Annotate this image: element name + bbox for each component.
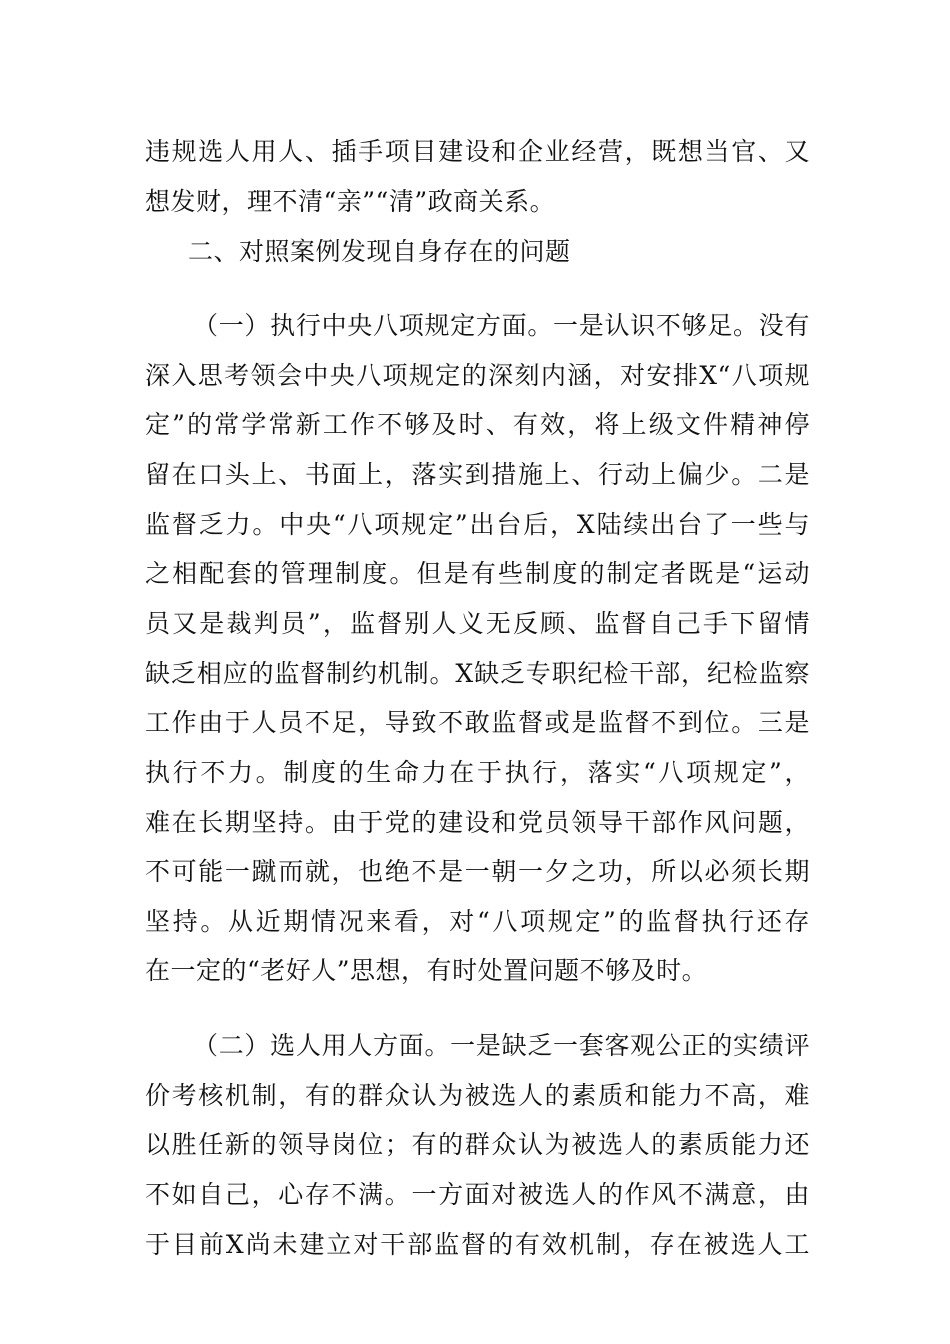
- body-line: 于目前X尚未建立对干部监督的有效机制，存在被选人工: [145, 1230, 810, 1259]
- body-line: 坚持。从近期情况来看，对“八项规定”的监督执行还存: [145, 907, 810, 936]
- body-line: 不如自己，心存不满。一方面对被选人的作风不满意，由: [145, 1180, 810, 1209]
- body-line: 定”的常学常新工作不够及时、有效，将上级文件精神停: [145, 410, 810, 439]
- body-line: 员又是裁判员”，监督别人义无反顾、监督自己手下留情: [145, 609, 810, 638]
- body-line: 违规选人用人、插手项目建设和企业经营，既想当官、又: [145, 137, 810, 166]
- body-line: 监督乏力。中央“八项规定”出台后，X陆续出台了一些与: [145, 510, 810, 539]
- body-line: 价考核机制，有的群众认为被选人的素质和能力不高，难: [145, 1081, 810, 1110]
- subsection-first-line: （一）执行中央八项规定方面。一是认识不够足。没有: [193, 311, 810, 340]
- body-line: 留在口头上、书面上，落实到措施上、行动上偏少。二是: [145, 460, 810, 489]
- body-line: 工作由于人员不足，导致不敢监督或是监督不到位。三是: [145, 708, 810, 737]
- body-line: 执行不力。制度的生命力在于执行，落实“八项规定”，: [145, 758, 810, 787]
- section-heading: 二、对照案例发现自身存在的问题: [188, 237, 571, 266]
- body-line: 难在长期坚持。由于党的建设和党员领导干部作风问题，: [145, 808, 810, 837]
- body-line: 深入思考领会中央八项规定的深刻内涵，对安排X“八项规: [145, 361, 810, 390]
- subsection-first-line: （二）选人用人方面。一是缺乏一套客观公正的实绩评: [193, 1031, 810, 1060]
- body-line: 以胜任新的领导岗位；有的群众认为被选人的素质能力还: [145, 1130, 810, 1159]
- body-line: 不可能一蹴而就，也绝不是一朝一夕之功，所以必须长期: [145, 857, 810, 886]
- body-line: 之相配套的管理制度。但是有些制度的制定者既是“运动: [145, 559, 810, 588]
- body-line: 缺乏相应的监督制约机制。X缺乏专职纪检干部，纪检监察: [145, 659, 810, 688]
- body-line: 在一定的“老好人”思想，有时处置问题不够及时。: [145, 956, 708, 985]
- body-line: 想发财，理不清“亲”“清”政商关系。: [145, 187, 556, 216]
